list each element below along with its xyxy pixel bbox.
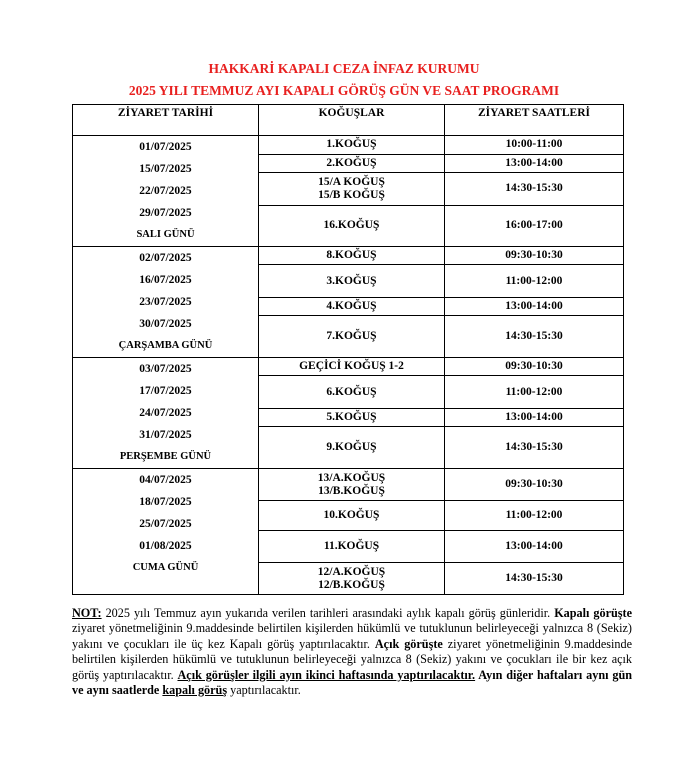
visit-time-cell: 10:00-11:00 [445, 136, 624, 155]
visit-day: SALI GÜNÜ [136, 229, 195, 240]
visit-time-cell: 11:00-12:00 [445, 375, 624, 409]
note-bold-2: Açık görüşte [374, 636, 443, 651]
note-bold-1: Kapalı görüşte [554, 606, 632, 620]
note-text-4: yaptırılacaktır. [227, 683, 301, 698]
ward-name: 12/B.KOĞUŞ [318, 578, 385, 591]
column-header-ward: KOĞUŞLAR [259, 105, 445, 136]
note-bold-4: Ayın diğer haftaları aynı gün ve aynı saatlerde [72, 667, 632, 698]
ward-cell [259, 427, 445, 469]
visit-date: 29/07/2025 [139, 207, 192, 219]
ward-cell [259, 531, 445, 563]
visit-time-cell: 09:30-10:30 [445, 469, 624, 501]
visit-date: 30/07/2025 [139, 318, 192, 330]
visit-date: 18/07/2025 [139, 496, 192, 508]
visit-date: 01/07/2025 [139, 141, 192, 153]
visit-date: 17/07/2025 [139, 385, 192, 397]
visit-time-cell: 11:00-12:00 [445, 264, 624, 298]
ward-name: 15/B KOĞUŞ [318, 188, 385, 201]
ward-cell [259, 264, 445, 298]
note-label: NOT: [72, 606, 102, 620]
ward-name: 9.KOĞUŞ [326, 441, 377, 454]
table-row [73, 247, 624, 265]
ward-name: 1.KOĞUŞ [326, 138, 377, 151]
visit-date: 02/07/2025 [139, 252, 192, 264]
visit-time-cell: 16:00-17:00 [445, 205, 624, 246]
note-paragraph [72, 606, 632, 698]
ward-name: 13/A.KOĞUŞ [317, 471, 386, 484]
visit-date: 03/07/2025 [139, 363, 192, 375]
visit-date: 15/07/2025 [139, 163, 192, 175]
ward-cell [259, 469, 445, 501]
visit-dates-cell [73, 247, 259, 358]
ward-name: 6.KOĞUŞ [326, 385, 377, 398]
ward-name: 2.KOĞUŞ [326, 156, 377, 169]
ward-name: GEÇİCİ KOĞUŞ 1-2 [299, 359, 404, 372]
ward-cell [259, 247, 445, 265]
visit-date: 31/07/2025 [139, 429, 192, 441]
ward-cell [259, 375, 445, 409]
visit-time-cell: 09:30-10:30 [445, 358, 624, 376]
visit-date: 04/07/2025 [139, 474, 192, 486]
ward-name: 5.KOĞUŞ [326, 411, 377, 424]
ward-name: 3.KOĞUŞ [326, 274, 377, 287]
visit-date: 25/07/2025 [139, 518, 192, 530]
ward-cell [259, 205, 445, 246]
ward-cell [259, 136, 445, 155]
visit-time-cell: 13:00-14:00 [445, 298, 624, 316]
note-bold-3: Açık görüşler ilgili ayın ikinci haftasında yaptırılacaktır. [177, 667, 476, 682]
ward-cell [259, 154, 445, 173]
ward-name: 15/A KOĞUŞ [318, 175, 385, 188]
ward-cell [259, 173, 445, 206]
table-header-row [73, 105, 624, 136]
ward-cell [259, 501, 445, 531]
note-text-2: ziyaret yönetmeliğinin 9.maddesinde belirtilen kişilerden hükümlü ve tutuklunun belirleyeceği yalnızca 8 (Sekiz) yakını ve çocukları ile üç kez Kapalı görüş yaptırılacaktır. [72, 621, 632, 651]
visit-dates-cell [73, 136, 259, 247]
ward-name: 11.KOĞUŞ [323, 540, 380, 552]
column-header-time: ZİYARET SAATLERİ [445, 105, 624, 136]
ward-cell [259, 563, 445, 595]
visit-dates-cell [73, 358, 259, 469]
document-title: HAKKARİ KAPALI CEZA İNFAZ KURUMU [208, 61, 480, 76]
visit-time-cell: 14:30-15:30 [445, 173, 624, 206]
visit-day: PERŞEMBE GÜNÜ [119, 451, 212, 462]
table-row [73, 469, 624, 501]
ward-cell [259, 298, 445, 316]
visit-time-cell: 13:00-14:00 [445, 531, 624, 563]
table-row [73, 358, 624, 376]
note-text-1: 2025 yılı Temmuz ayın yukarıda verilen tarihleri arasındaki aylık kapalı görüş günleridir. [101, 606, 555, 620]
visit-date: 23/07/2025 [139, 296, 192, 308]
visit-time-cell: 13:00-14:00 [445, 154, 624, 173]
column-header-date: ZİYARET TARİHİ [73, 105, 259, 136]
visit-time-cell: 14:30-15:30 [445, 316, 624, 358]
visit-date: 24/07/2025 [139, 407, 192, 419]
ward-cell [259, 358, 445, 376]
visit-date: 22/07/2025 [139, 185, 192, 197]
visit-time-cell: 14:30-15:30 [445, 427, 624, 469]
visit-time-cell: 13:00-14:00 [445, 409, 624, 427]
visit-time-cell: 09:30-10:30 [445, 247, 624, 265]
visit-day: CUMA GÜNÜ [132, 562, 199, 573]
ward-name: 7.KOĞUŞ [326, 330, 377, 343]
note-bold-5: kapalı görüş [162, 683, 228, 698]
visit-time-cell: 11:00-12:00 [445, 501, 624, 531]
visit-date: 01/08/2025 [139, 540, 192, 552]
visit-schedule-table [72, 104, 624, 595]
ward-name: 13/B.KOĞUŞ [318, 484, 385, 497]
visit-time-cell: 14:30-15:30 [445, 563, 624, 595]
document-subtitle: 2025 YILI TEMMUZ AYI KAPALI GÖRÜŞ GÜN VE SAAT PROGRAMI [128, 83, 560, 98]
ward-cell [259, 409, 445, 427]
visit-day: ÇARŞAMBA GÜNÜ [118, 340, 213, 351]
ward-name: 4.KOĞUŞ [326, 300, 377, 313]
ward-name: 8.KOĞUŞ [326, 248, 377, 261]
ward-cell [259, 316, 445, 358]
ward-name: 12/A.KOĞUŞ [317, 565, 386, 578]
ward-name: 16.KOĞUŞ [323, 219, 380, 232]
table-row [73, 136, 624, 155]
visit-dates-cell [73, 469, 259, 595]
note-text-3: ziyaret yönetmeliğinin 9.maddesinde belirtilen kişilerden hükümlü ve tutuklunun belirleyeceği yalnızca 8 (Sekiz) yakını ve çocukları ile bir kez açık görüş yaptırılacaktır. [72, 636, 633, 682]
visit-date: 16/07/2025 [139, 274, 192, 286]
ward-name: 10.KOĞUŞ [323, 509, 380, 521]
